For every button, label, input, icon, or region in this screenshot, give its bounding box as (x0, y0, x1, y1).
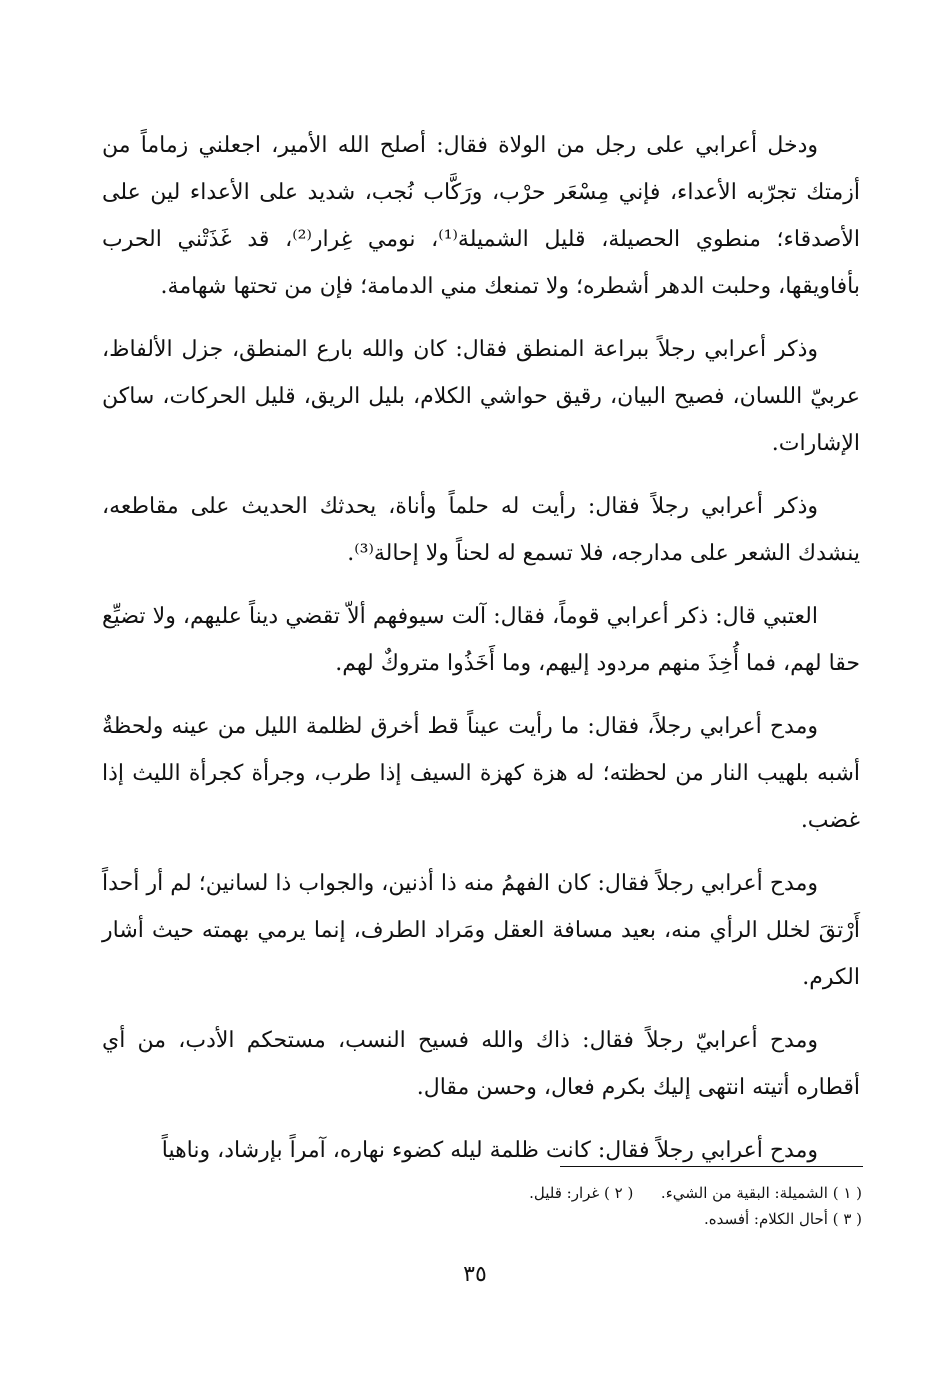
footnote-3: ( ٣ ) أحال الكلام: أفسده. (703, 1210, 862, 1228)
paragraph-2: وذكر أعرابي رجلاً ببراعة المنطق فقال: كان والله بارع المنطق، جزل الألفاظ، عربيّ اللسان، فصيح البيان، رقيق حواشي الكلام، بليل الريق، قليل الحركات، ساكن الإشارات. (102, 337, 860, 456)
paragraph-3: وذكر أعرابي رجلاً فقال: رأيت له حلماً وأناة، يحدثك الحديث على مقاطعه، ينشدك الشعر على مدارجه، فلا تسمع له لحناً ولا إحالة⁽³⁾. (102, 494, 860, 566)
paragraph-4: العتبي قال: ذكر أعرابي قوماً، فقال: آلت سيوفهم ألاّ تقضي ديناً عليهم، ولا تضيِّع حقا لهم، فما أُخِذَ منهم مردود إليهم، وما أَخَذُوا متروكٌ لهم. (102, 604, 860, 676)
footnotes (102, 1180, 862, 1232)
paragraph-6: ومدح أعرابي رجلاً فقال: كان الفهمُ منه ذا أذنين، والجواب ذا لسانين؛ لم أر أحداً أَرْتقَ لخلل الرأي منه، بعيد مسافة العقل ومَراد الطرف، إنما يرمي بهمته حيث أشار الكرم. (102, 871, 860, 990)
footnote-2: ( ٢ ) غرار: قليل. (529, 1184, 634, 1202)
paragraph-5: ومدح أعرابي رجلاً، فقال: ما رأيت عيناً قط أخرق لظلمة الليل من عينه ولحظةٌ أشبه بلهيب النار من لحظته؛ له هزة كهزة السيف إذا طرب، وجرأة كجرأة الليث إذا غضب. (102, 714, 860, 833)
footnote-line-2 (102, 1206, 862, 1232)
footnote-1: ( ١ ) الشميلة: البقية من الشيء. (660, 1184, 862, 1202)
main-text-body (102, 122, 860, 1190)
page-number: ٣٥ (463, 1262, 487, 1287)
paragraph-8: ومدح أعرابي رجلاً فقال: كانت ظلمة ليله كضوء نهاره، آمراً بإرشاد، وناهياً (161, 1138, 818, 1163)
paragraph-7: ومدح أعرابيّ رجلاً فقال: ذاك والله فسيح النسب، مستحكم الأدب، من أي أقطاره أتيته انتهى إليك بكرم فعال، وحسن مقال. (102, 1028, 860, 1100)
footnote-line-1 (102, 1180, 862, 1206)
paragraph-1: ودخل أعرابي على رجل من الولاة فقال: أصلح الله الأمير، اجعلني زماماً من أزمتك تجرّبه الأعداء، فإني مِسْعَر حرْب، ورَكَّاب نُجب، شديد على الأعداء لين على الأصدقاء؛ منطوي الحصيلة، قليل الشميلة⁽¹⁾، نومي غِرار⁽²⁾، قد غَذَتْني الحرب بأفاويقها، وحلبت الدهر أشطره؛ ولا تمنعك مني الدمامة؛ فإن من تحتها شهامة. (102, 133, 860, 299)
footnote-divider (560, 1166, 863, 1167)
